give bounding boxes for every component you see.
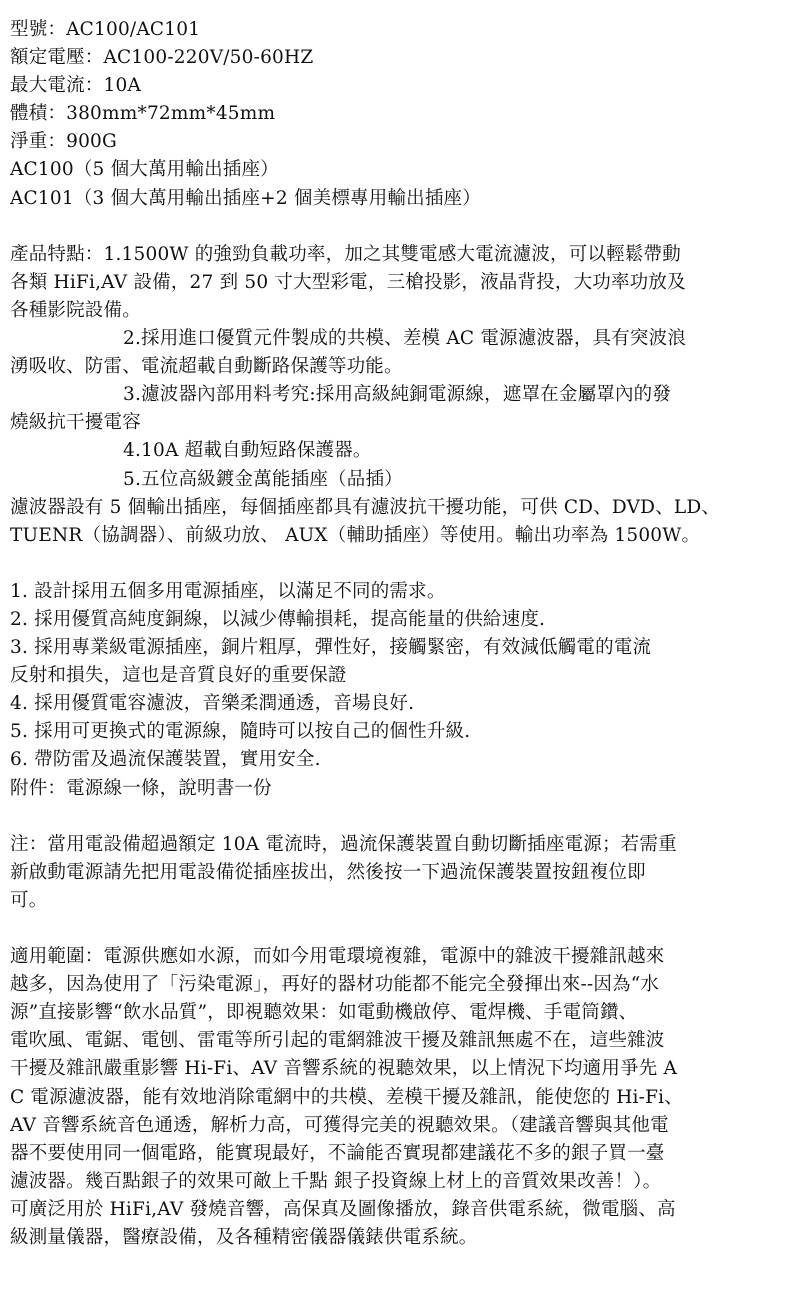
net-weight-line: 淨重：900G (10, 131, 117, 153)
features-line: 2.採用進口優質元件製成的共模、差模 AC 電源濾波器，具有突波浪 (123, 328, 687, 350)
list-item: 1. 設計採用五個多用電源插座，以滿足不同的需求。 (10, 580, 446, 602)
scope-line: 源”直接影響“飲水品質”，即視聽效果：如電動機啟停、電焊機、手電筒鑽、 (10, 1002, 638, 1024)
scope-line: 級測量儀器，醫療設備，及各種精密儀器儀錶供電系統。 (10, 1227, 478, 1249)
spacer (10, 550, 790, 578)
features-line: 5.五位高級鍍金萬能插座（品插） (123, 468, 403, 490)
list-item: 3. 採用專業級電源插座，銅片粗厚，彈性好，接觸緊密，有效減低觸電的電流 (10, 637, 652, 659)
scope-line: AV 音響系統音色通透，解析力高，可獲得完美的視聽效果。（建議音響與其他電 (10, 1114, 669, 1136)
scope-line: 適用範圍：電源供應如水源，而如今用電環境複雜，電源中的雜波干擾雜訊越來 (10, 946, 665, 968)
scope-line: 濾波器。幾百點銀子的效果可敵上千點 銀子投資線上材上的音質效果改善！）。 (10, 1170, 662, 1192)
list-item: 2. 採用優質高純度銅線，以減少傳輸損耗，提高能量的供給速度. (10, 608, 546, 630)
ac101-description-line: AC101（3 個大萬用輸出插座+2 個美標專用輸出插座） (10, 187, 481, 209)
max-current-line: 最大電流：10A (10, 75, 142, 97)
list-item: 4. 採用優質電容濾波，音樂柔潤通透，音場良好. (10, 693, 415, 715)
features-line: 4.10A 超載自動短路保護器。 (123, 440, 372, 462)
features-line: 各類 HiFi,AV 設備，27 到 50 寸大型彩電，三槍投影，液晶背投，大功率功放及 (10, 271, 686, 293)
list-item: 5. 採用可更換式的電源線，隨時可以按自己的個性升級. (10, 721, 471, 743)
application-scope-section (10, 943, 790, 1252)
scope-line: C 電源濾波器，能有效地消除電網中的共模、差模干擾及雜訊，能使您的 Hi-Fi、 (10, 1086, 683, 1108)
spacer (10, 915, 790, 943)
scope-line: 可廣泛用於 HiFi,AV 發燒音響，高保真及圖像播放，錄音供電系統，微電腦、高 (10, 1198, 676, 1220)
product-features-section (10, 241, 790, 550)
feature-list-section (10, 578, 790, 803)
features-line: 湧吸收、防雷、電流超載自動斷路保護等功能。 (10, 356, 403, 378)
specifications-section (10, 16, 790, 213)
scope-line: 器不要使用同一個電路，能實現最好，不論能否實現都建議花不多的銀子買一臺 (10, 1142, 665, 1164)
scope-line: 干擾及雜訊嚴重影響 Hi-Fi、AV 音響系統的視聽效果，以上情況下均適用爭先 A (10, 1058, 678, 1080)
features-line: 產品特點：1.1500W 的強勁負載功率，加之其雙電感大電流濾波，可以輕鬆帶動 (10, 243, 681, 265)
features-line: 濾波器設有 5 個輸出插座，每個插座都具有濾波抗干擾功能，可供 CD、DVD、LD、 (10, 496, 721, 518)
note-line: 注：當用電設備超過額定 10A 電流時，過流保護裝置自動切斷插座電源；若需重 (10, 833, 677, 855)
rated-voltage-line: 額定電壓：AC100-220V/50-60HZ (10, 47, 314, 69)
features-line: 3.濾波器內部用料考究:採用高級純銅電源線，遮罩在金屬罩內的發 (123, 384, 672, 406)
features-line: 各種影院設備。 (10, 299, 141, 321)
features-line: TUENR（協調器）、前級功放、 AUX（輔助插座）等使用。輸出功率為 1500W。 (10, 524, 701, 546)
note-line: 可。 (10, 889, 48, 911)
features-line: 燒級抗干擾電容 (10, 412, 141, 434)
scope-line: 越多，因為使用了「污染電源」，再好的器材功能都不能完全發揮出來--因為“水 (10, 974, 660, 996)
scope-line: 電吹風、電鋸、電刨、雷電等所引起的電網雜波干擾及雜訊無處不在，這些雜波 (10, 1030, 665, 1052)
ac100-description-line: AC100（5 個大萬用輸出插座） (10, 159, 279, 181)
spacer (10, 213, 790, 241)
note-section (10, 831, 790, 915)
list-item: 6. 帶防雷及過流保護裝置，實用安全. (10, 749, 321, 771)
model-line: 型號：AC100/AC101 (10, 19, 201, 40)
dimensions-line: 體積：380mm*72mm*45mm (10, 103, 276, 125)
list-item: 反射和損失，這也是音質良好的重要保證 (10, 665, 347, 687)
accessories-line: 附件：電源線一條，說明書一份 (10, 777, 272, 799)
note-line: 新啟動電源請先把用電設備從插座拔出，然後按一下過流保護裝置按鈕複位即 (10, 861, 646, 883)
spacer (10, 803, 790, 831)
